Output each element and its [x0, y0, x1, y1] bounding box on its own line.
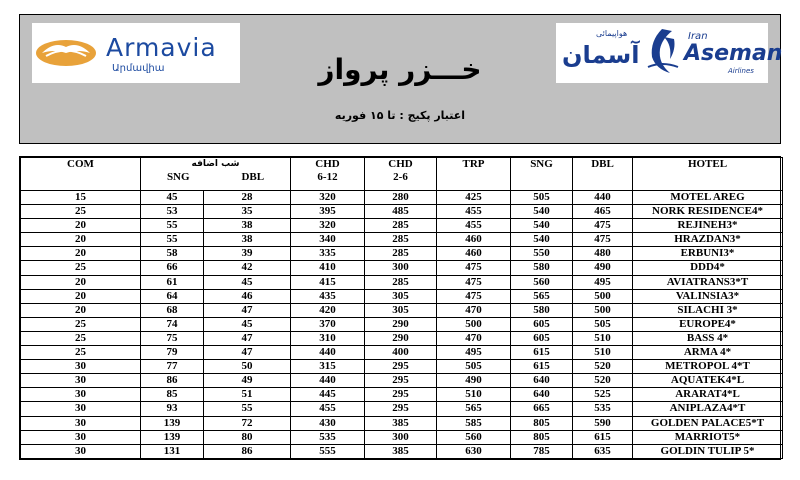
cell-com: 20 — [21, 303, 141, 317]
cell-trp: 470 — [437, 331, 511, 345]
cell-hotel: SILACHI 3* — [633, 303, 783, 317]
cell-chd2: 305 — [365, 303, 437, 317]
cell-chd2: 295 — [365, 402, 437, 416]
cell-dbl: 535 — [573, 402, 633, 416]
cell-dbl: 440 — [573, 191, 633, 205]
cell-trp: 425 — [437, 191, 511, 205]
cell-chd2: 295 — [365, 374, 437, 388]
cell-xdbl: 47 — [204, 303, 291, 317]
table-row — [21, 233, 783, 247]
cell-xdbl: 42 — [204, 261, 291, 275]
cell-dbl: 510 — [573, 331, 633, 345]
cell-hotel: MARRIOT5* — [633, 430, 783, 444]
cell-sng: 580 — [511, 303, 573, 317]
cell-dbl: 495 — [573, 275, 633, 289]
cell-hotel: DDD4* — [633, 261, 783, 275]
col-trp: TRP — [437, 158, 511, 191]
cell-trp: 475 — [437, 289, 511, 303]
cell-chd2: 290 — [365, 317, 437, 331]
cell-hotel: AVIATRANS3*T — [633, 275, 783, 289]
cell-chd1: 445 — [291, 388, 365, 402]
col-extra-night — [141, 158, 291, 191]
cell-chd1: 370 — [291, 317, 365, 331]
cell-sng: 560 — [511, 275, 573, 289]
cell-xsng: 131 — [141, 444, 204, 458]
cell-dbl: 525 — [573, 388, 633, 402]
cell-xdbl: 49 — [204, 374, 291, 388]
cell-dbl: 500 — [573, 289, 633, 303]
cell-hotel: EUROPE4* — [633, 317, 783, 331]
cell-xdbl: 51 — [204, 388, 291, 402]
cell-trp: 490 — [437, 374, 511, 388]
cell-com: 25 — [21, 261, 141, 275]
cell-com: 20 — [21, 275, 141, 289]
table-row — [21, 360, 783, 374]
table-body — [21, 191, 783, 459]
table-row — [21, 331, 783, 345]
table-row — [21, 402, 783, 416]
cell-sng: 580 — [511, 261, 573, 275]
cell-hotel: HRAZDAN3* — [633, 233, 783, 247]
cell-com: 20 — [21, 219, 141, 233]
cell-hotel: AQUATEK4*L — [633, 374, 783, 388]
cell-hotel: MOTEL AREG — [633, 191, 783, 205]
cell-dbl: 480 — [573, 247, 633, 261]
col-extra-sng: SNG — [166, 171, 190, 184]
cell-chd2: 295 — [365, 388, 437, 402]
cell-hotel: NORK RESIDENCE4* — [633, 205, 783, 219]
cell-com: 20 — [21, 233, 141, 247]
cell-xdbl: 55 — [204, 402, 291, 416]
header-panel — [19, 14, 781, 144]
armavia-subtext: Արմավիա — [112, 63, 165, 74]
col-chd-6-12-top: CHD — [315, 158, 340, 170]
col-extra-night-label: شب اضافه — [191, 159, 240, 169]
cell-xdbl: 47 — [204, 331, 291, 345]
package-validity: اعتبار پکیج : تا ۱۵ فوریه — [334, 109, 466, 122]
cell-trp: 460 — [437, 247, 511, 261]
cell-sng: 640 — [511, 388, 573, 402]
armavia-brand: Armavia — [106, 33, 217, 62]
cell-trp: 495 — [437, 346, 511, 360]
cell-xsng: 139 — [141, 430, 204, 444]
table-row — [21, 205, 783, 219]
cell-xsng: 64 — [141, 289, 204, 303]
col-dbl: DBL — [573, 158, 633, 191]
col-chd-2-6-bottom: 2-6 — [393, 171, 408, 184]
page-title: خـــزر پرواز — [318, 53, 482, 86]
table-row — [21, 275, 783, 289]
cell-hotel: VALINSIA3* — [633, 289, 783, 303]
cell-chd2: 285 — [365, 275, 437, 289]
cell-trp: 585 — [437, 416, 511, 430]
table-row — [21, 374, 783, 388]
cell-sng: 665 — [511, 402, 573, 416]
cell-chd1: 455 — [291, 402, 365, 416]
cell-chd1: 535 — [291, 430, 365, 444]
cell-xsng: 75 — [141, 331, 204, 345]
cell-hotel: ANIPLAZA4*T — [633, 402, 783, 416]
cell-dbl: 500 — [573, 303, 633, 317]
cell-chd2: 285 — [365, 233, 437, 247]
cell-chd1: 415 — [291, 275, 365, 289]
cell-sng: 640 — [511, 374, 573, 388]
cell-sng: 615 — [511, 360, 573, 374]
cell-hotel: ERBUNI3* — [633, 247, 783, 261]
cell-sng: 540 — [511, 233, 573, 247]
cell-com: 30 — [21, 388, 141, 402]
cell-hotel: METROPOL 4*T — [633, 360, 783, 374]
cell-dbl: 635 — [573, 444, 633, 458]
cell-com: 25 — [21, 205, 141, 219]
cell-sng: 540 — [511, 205, 573, 219]
cell-chd1: 320 — [291, 219, 365, 233]
cell-chd1: 340 — [291, 233, 365, 247]
cell-sng: 805 — [511, 430, 573, 444]
cell-com: 30 — [21, 430, 141, 444]
cell-sng: 605 — [511, 331, 573, 345]
cell-xdbl: 46 — [204, 289, 291, 303]
cell-chd1: 335 — [291, 247, 365, 261]
table-row — [21, 247, 783, 261]
cell-com: 25 — [21, 331, 141, 345]
table-header-row — [21, 158, 783, 191]
cell-chd1: 420 — [291, 303, 365, 317]
cell-xdbl: 47 — [204, 346, 291, 360]
cell-hotel: GOLDEN PALACE5*T — [633, 416, 783, 430]
cell-chd2: 290 — [365, 331, 437, 345]
cell-com: 30 — [21, 402, 141, 416]
aseman-farsi-name: آسمان — [562, 41, 640, 69]
cell-xsng: 55 — [141, 219, 204, 233]
cell-xsng: 93 — [141, 402, 204, 416]
cell-chd2: 300 — [365, 430, 437, 444]
aseman-brand: Aseman — [684, 41, 783, 66]
cell-com: 30 — [21, 444, 141, 458]
cell-xsng: 58 — [141, 247, 204, 261]
table-row — [21, 317, 783, 331]
cell-com: 30 — [21, 416, 141, 430]
cell-chd1: 410 — [291, 261, 365, 275]
cell-com: 20 — [21, 289, 141, 303]
cell-sng: 615 — [511, 346, 573, 360]
table-row — [21, 388, 783, 402]
cell-sng: 550 — [511, 247, 573, 261]
cell-chd1: 430 — [291, 416, 365, 430]
cell-dbl: 465 — [573, 205, 633, 219]
price-table — [20, 157, 783, 459]
cell-hotel: REJINEH3* — [633, 219, 783, 233]
cell-hotel: BASS 4* — [633, 331, 783, 345]
cell-trp: 460 — [437, 233, 511, 247]
cell-chd2: 385 — [365, 444, 437, 458]
cell-hotel: ARMA 4* — [633, 346, 783, 360]
cell-xdbl: 38 — [204, 219, 291, 233]
cell-trp: 470 — [437, 303, 511, 317]
cell-trp: 510 — [437, 388, 511, 402]
cell-dbl: 475 — [573, 219, 633, 233]
cell-dbl: 520 — [573, 360, 633, 374]
cell-sng: 805 — [511, 416, 573, 430]
cell-trp: 565 — [437, 402, 511, 416]
cell-xsng: 61 — [141, 275, 204, 289]
aseman-iran-label: Iran — [688, 31, 708, 42]
cell-hotel: ARARAT4*L — [633, 388, 783, 402]
aseman-logo — [556, 23, 783, 83]
col-extra-dbl: DBL — [241, 171, 265, 184]
cell-xdbl: 86 — [204, 444, 291, 458]
cell-xdbl: 50 — [204, 360, 291, 374]
table-row — [21, 261, 783, 275]
cell-chd1: 555 — [291, 444, 365, 458]
cell-xdbl: 38 — [204, 233, 291, 247]
cell-chd2: 295 — [365, 360, 437, 374]
cell-chd1: 440 — [291, 374, 365, 388]
cell-dbl: 475 — [573, 233, 633, 247]
table-row — [21, 191, 783, 205]
cell-dbl: 510 — [573, 346, 633, 360]
col-chd-6-12 — [291, 158, 365, 191]
cell-xsng: 45 — [141, 191, 204, 205]
cell-trp: 475 — [437, 275, 511, 289]
cell-xsng: 68 — [141, 303, 204, 317]
aseman-airlines-label: Airlines — [728, 67, 754, 75]
cell-com: 30 — [21, 374, 141, 388]
col-com: COM — [21, 158, 141, 191]
cell-xsng: 139 — [141, 416, 204, 430]
cell-chd1: 435 — [291, 289, 365, 303]
col-extra-night-sub — [141, 171, 290, 184]
cell-sng: 605 — [511, 317, 573, 331]
cell-dbl: 505 — [573, 317, 633, 331]
table-row — [21, 430, 783, 444]
cell-com: 30 — [21, 360, 141, 374]
cell-chd2: 280 — [365, 191, 437, 205]
cell-xdbl: 80 — [204, 430, 291, 444]
col-chd-6-12-bottom: 6-12 — [317, 171, 338, 184]
cell-sng: 505 — [511, 191, 573, 205]
col-chd-2-6-top: CHD — [388, 158, 413, 170]
cell-xdbl: 45 — [204, 317, 291, 331]
cell-sng: 785 — [511, 444, 573, 458]
col-hotel: HOTEL — [633, 158, 783, 191]
cell-trp: 455 — [437, 205, 511, 219]
aseman-farsi-small: هواپیمائی — [596, 29, 628, 38]
cell-trp: 630 — [437, 444, 511, 458]
cell-dbl: 490 — [573, 261, 633, 275]
cell-chd1: 320 — [291, 191, 365, 205]
cell-xsng: 53 — [141, 205, 204, 219]
cell-chd1: 440 — [291, 346, 365, 360]
cell-trp: 560 — [437, 430, 511, 444]
cell-xsng: 55 — [141, 233, 204, 247]
aseman-bird-icon — [642, 27, 682, 77]
price-table-container — [19, 156, 781, 460]
table-row — [21, 416, 783, 430]
cell-xsng: 86 — [141, 374, 204, 388]
table-row — [21, 219, 783, 233]
cell-xdbl: 28 — [204, 191, 291, 205]
cell-sng: 565 — [511, 289, 573, 303]
cell-com: 25 — [21, 317, 141, 331]
cell-xdbl: 35 — [204, 205, 291, 219]
armavia-logo — [32, 23, 240, 83]
table-row — [21, 346, 783, 360]
cell-trp: 475 — [437, 261, 511, 275]
cell-hotel: GOLDIN TULIP 5* — [633, 444, 783, 458]
col-sng: SNG — [511, 158, 573, 191]
cell-dbl: 590 — [573, 416, 633, 430]
cell-xsng: 77 — [141, 360, 204, 374]
table-row — [21, 289, 783, 303]
cell-chd1: 310 — [291, 331, 365, 345]
cell-xdbl: 45 — [204, 275, 291, 289]
cell-chd1: 395 — [291, 205, 365, 219]
table-row — [21, 303, 783, 317]
cell-chd2: 400 — [365, 346, 437, 360]
cell-xsng: 74 — [141, 317, 204, 331]
cell-chd2: 300 — [365, 261, 437, 275]
cell-trp: 455 — [437, 219, 511, 233]
cell-chd1: 315 — [291, 360, 365, 374]
cell-chd2: 385 — [365, 416, 437, 430]
cell-xsng: 79 — [141, 346, 204, 360]
col-chd-2-6 — [365, 158, 437, 191]
cell-chd2: 285 — [365, 247, 437, 261]
cell-trp: 505 — [437, 360, 511, 374]
cell-chd2: 305 — [365, 289, 437, 303]
cell-com: 20 — [21, 247, 141, 261]
cell-dbl: 615 — [573, 430, 633, 444]
cell-com: 15 — [21, 191, 141, 205]
cell-xsng: 66 — [141, 261, 204, 275]
table-row — [21, 444, 783, 458]
cell-xdbl: 39 — [204, 247, 291, 261]
cell-xsng: 85 — [141, 388, 204, 402]
cell-sng: 540 — [511, 219, 573, 233]
cell-chd2: 285 — [365, 219, 437, 233]
cell-com: 25 — [21, 346, 141, 360]
cell-dbl: 520 — [573, 374, 633, 388]
cell-chd2: 485 — [365, 205, 437, 219]
cell-xdbl: 72 — [204, 416, 291, 430]
cell-trp: 500 — [437, 317, 511, 331]
